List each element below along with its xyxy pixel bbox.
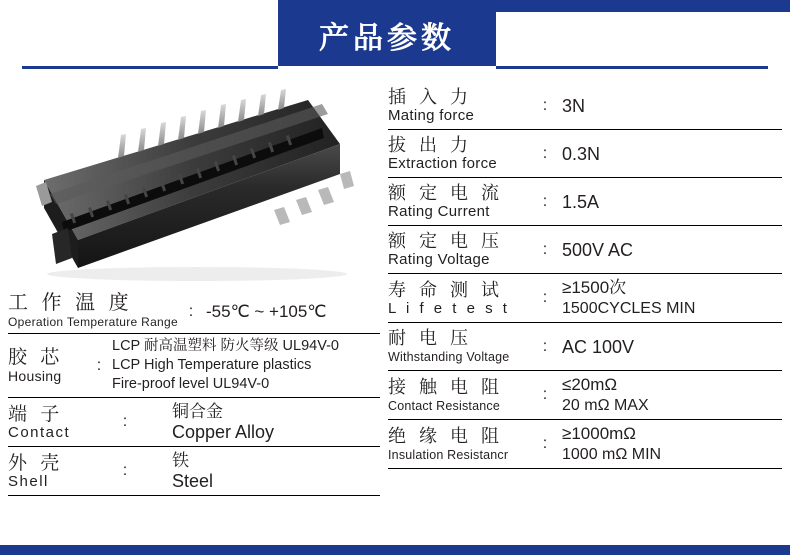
spec-colon: :	[122, 462, 128, 479]
spec-label	[388, 85, 538, 126]
spec-value-line2: Steel	[172, 471, 214, 491]
spec-value-line1: LCP 耐高温塑料 防火等级 UL94V-0	[112, 338, 339, 354]
spec-value-line2: 20 mΩ MAX	[562, 397, 649, 414]
spec-label-cn: 工 作 温 度	[8, 292, 133, 314]
spec-label-cn: 拔 出 力	[388, 135, 473, 155]
spec-value-text: -55℃ ~ +105℃	[206, 301, 327, 321]
spec-value-line2: 1500CYCLES MIN	[562, 300, 696, 317]
connector-illustration	[22, 82, 372, 287]
spec-colon: :	[542, 435, 548, 452]
spec-label	[388, 229, 538, 270]
spec-label-en: Housing	[8, 368, 62, 384]
spec-value-text: 3N	[562, 95, 586, 116]
right-spec-table	[388, 82, 782, 469]
spec-label-cn: 插 入 力	[388, 87, 473, 107]
header-accent-bar	[278, 0, 790, 12]
spec-label	[388, 181, 538, 222]
header-rule-right	[496, 66, 768, 69]
spec-label-en: Insulation Resistancr	[388, 447, 509, 462]
spec-label	[388, 277, 538, 319]
spec-row-housing	[8, 334, 380, 398]
spec-row-insulation-resistance	[388, 420, 782, 469]
spec-label-en: Operation Temperature Range	[8, 315, 178, 329]
spec-value	[552, 133, 600, 174]
spec-row-mating-force	[388, 82, 782, 130]
spec-label-en: Shell	[8, 472, 49, 490]
spec-label	[388, 374, 538, 416]
spec-colon: :	[122, 413, 128, 430]
spec-value-line2: Copper Alloy	[172, 422, 275, 442]
spec-label-en: L i f e t e s t	[388, 299, 510, 317]
spec-value	[132, 450, 213, 492]
spec-value-line1: ≤20mΩ	[562, 375, 618, 394]
spec-row-operation-temperature	[8, 290, 380, 334]
spec-label-en: Contact	[8, 423, 71, 441]
spec-row-contact	[8, 398, 380, 447]
spec-label-en: Rating Voltage	[388, 251, 490, 268]
spec-label	[8, 401, 118, 443]
spec-label	[388, 423, 538, 465]
spec-value	[132, 401, 274, 443]
spec-label-cn: 接 触 电 阻	[388, 376, 504, 397]
spec-value	[552, 277, 695, 319]
spec-value	[198, 293, 326, 330]
spec-value	[106, 337, 339, 394]
spec-row-withstanding-voltage	[388, 323, 782, 371]
spec-label	[388, 133, 538, 174]
spec-colon: :	[542, 289, 548, 306]
spec-value	[552, 374, 649, 416]
spec-label-en: Contact Resistance	[388, 398, 500, 413]
spec-value-line1: 铁	[172, 451, 189, 470]
spec-value-line3: Fire-proof level UL94V-0	[112, 376, 270, 392]
spec-label-en: Mating force	[388, 107, 475, 124]
spec-value	[552, 85, 585, 126]
spec-value-line1: 铜合金	[172, 402, 223, 421]
footer-accent-bar	[0, 545, 790, 555]
header-rule-left	[22, 66, 278, 69]
spec-label-cn: 额 定 电 压	[388, 231, 504, 251]
spec-value	[552, 423, 661, 465]
spec-value	[552, 229, 633, 270]
product-image	[22, 82, 372, 287]
page-header	[0, 0, 790, 78]
spec-colon: :	[542, 240, 548, 258]
spec-colon: :	[542, 337, 548, 355]
spec-value-text: 1.5A	[562, 191, 600, 212]
spec-label-en: Withstanding Voltage	[388, 350, 510, 364]
spec-row-life-test	[388, 274, 782, 323]
spec-row-shell	[8, 447, 380, 496]
spec-value-line1: ≥1000mΩ	[562, 424, 637, 443]
spec-label-cn: 寿 命 测 试	[388, 279, 504, 300]
spec-value-text: 0.3N	[562, 143, 601, 164]
spec-label-cn: 端 子	[8, 403, 64, 425]
spec-label	[8, 293, 184, 330]
spec-label-en: Rating Current	[388, 203, 490, 220]
spec-label	[388, 326, 538, 367]
spec-colon: :	[542, 144, 548, 162]
spec-label	[8, 450, 118, 492]
spec-value-text: 500V AC	[562, 239, 634, 260]
page-title: 产品参数	[319, 22, 455, 55]
spec-label-cn: 耐 电 压	[388, 328, 473, 348]
spec-colon: :	[542, 192, 548, 210]
spec-colon: :	[188, 302, 194, 320]
spec-value	[552, 326, 634, 367]
left-spec-table	[8, 290, 380, 496]
spec-label-cn: 外 壳	[8, 452, 64, 474]
spec-value-line2: 1000 mΩ MIN	[562, 446, 662, 463]
spec-value	[552, 181, 599, 222]
spec-label-cn: 胶 芯	[8, 347, 64, 368]
spec-value-text: AC 100V	[562, 336, 635, 357]
spec-value-line1: ≥1500次	[562, 278, 627, 297]
spec-label-en: Extraction force	[388, 155, 498, 172]
spec-row-rating-current	[388, 178, 782, 226]
spec-colon: :	[96, 356, 102, 374]
spec-colon: :	[542, 96, 548, 114]
spec-row-extraction-force	[388, 130, 782, 178]
spec-label	[8, 337, 92, 394]
spec-colon: :	[542, 386, 548, 403]
spec-label-cn: 额 定 电 流	[388, 183, 504, 203]
spec-row-rating-voltage	[388, 226, 782, 274]
spec-value-line2: LCP High Temperature plastics	[112, 357, 312, 373]
spec-row-contact-resistance	[388, 371, 782, 420]
spec-label-cn: 绝 缘 电 阻	[388, 425, 504, 446]
